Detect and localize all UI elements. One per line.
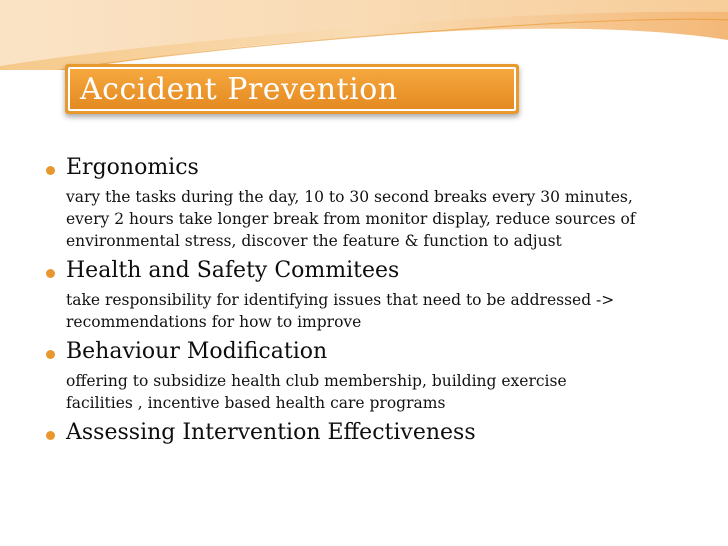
detail-line: recommendations for how to improve (66, 313, 362, 331)
detail-line: offering to subsidize health club membership, building exercise (66, 372, 567, 390)
detail-line: facilities , incentive based health care programs (66, 394, 446, 412)
bullet-dot-icon (46, 350, 55, 359)
detail-line: take responsibility for identifying issues that need to be addressed -> (66, 291, 615, 309)
bullet-heading: Ergonomics (66, 155, 199, 180)
bullet-heading: Health and Safety Commitees (66, 258, 400, 283)
header-decoration (0, 0, 728, 70)
bullet-dot-icon (46, 431, 55, 440)
bullet-health-safety (46, 256, 726, 286)
title-bar (65, 64, 519, 114)
bullet-dot-icon (46, 166, 55, 175)
detail-line: every 2 hours take longer break from monitor display, reduce sources of (66, 210, 636, 228)
bullet-heading: Behaviour Modification (66, 339, 328, 364)
bullet-detail (46, 370, 706, 414)
bullet-ergonomics (46, 153, 726, 183)
title-frame (68, 67, 516, 111)
slide-title: Accident Prevention (80, 72, 398, 107)
bullet-behaviour (46, 337, 726, 367)
bullet-dot-icon (46, 269, 55, 278)
bullet-list (46, 153, 726, 448)
bullet-heading: Assessing Intervention Effectiveness (66, 420, 476, 445)
bullet-assessing (46, 418, 726, 448)
bullet-detail (46, 289, 706, 333)
detail-line: vary the tasks during the day, 10 to 30 second breaks every 30 minutes, (66, 188, 633, 206)
detail-line: environmental stress, discover the feature & function to adjust (66, 232, 562, 250)
bullet-detail (46, 186, 706, 252)
